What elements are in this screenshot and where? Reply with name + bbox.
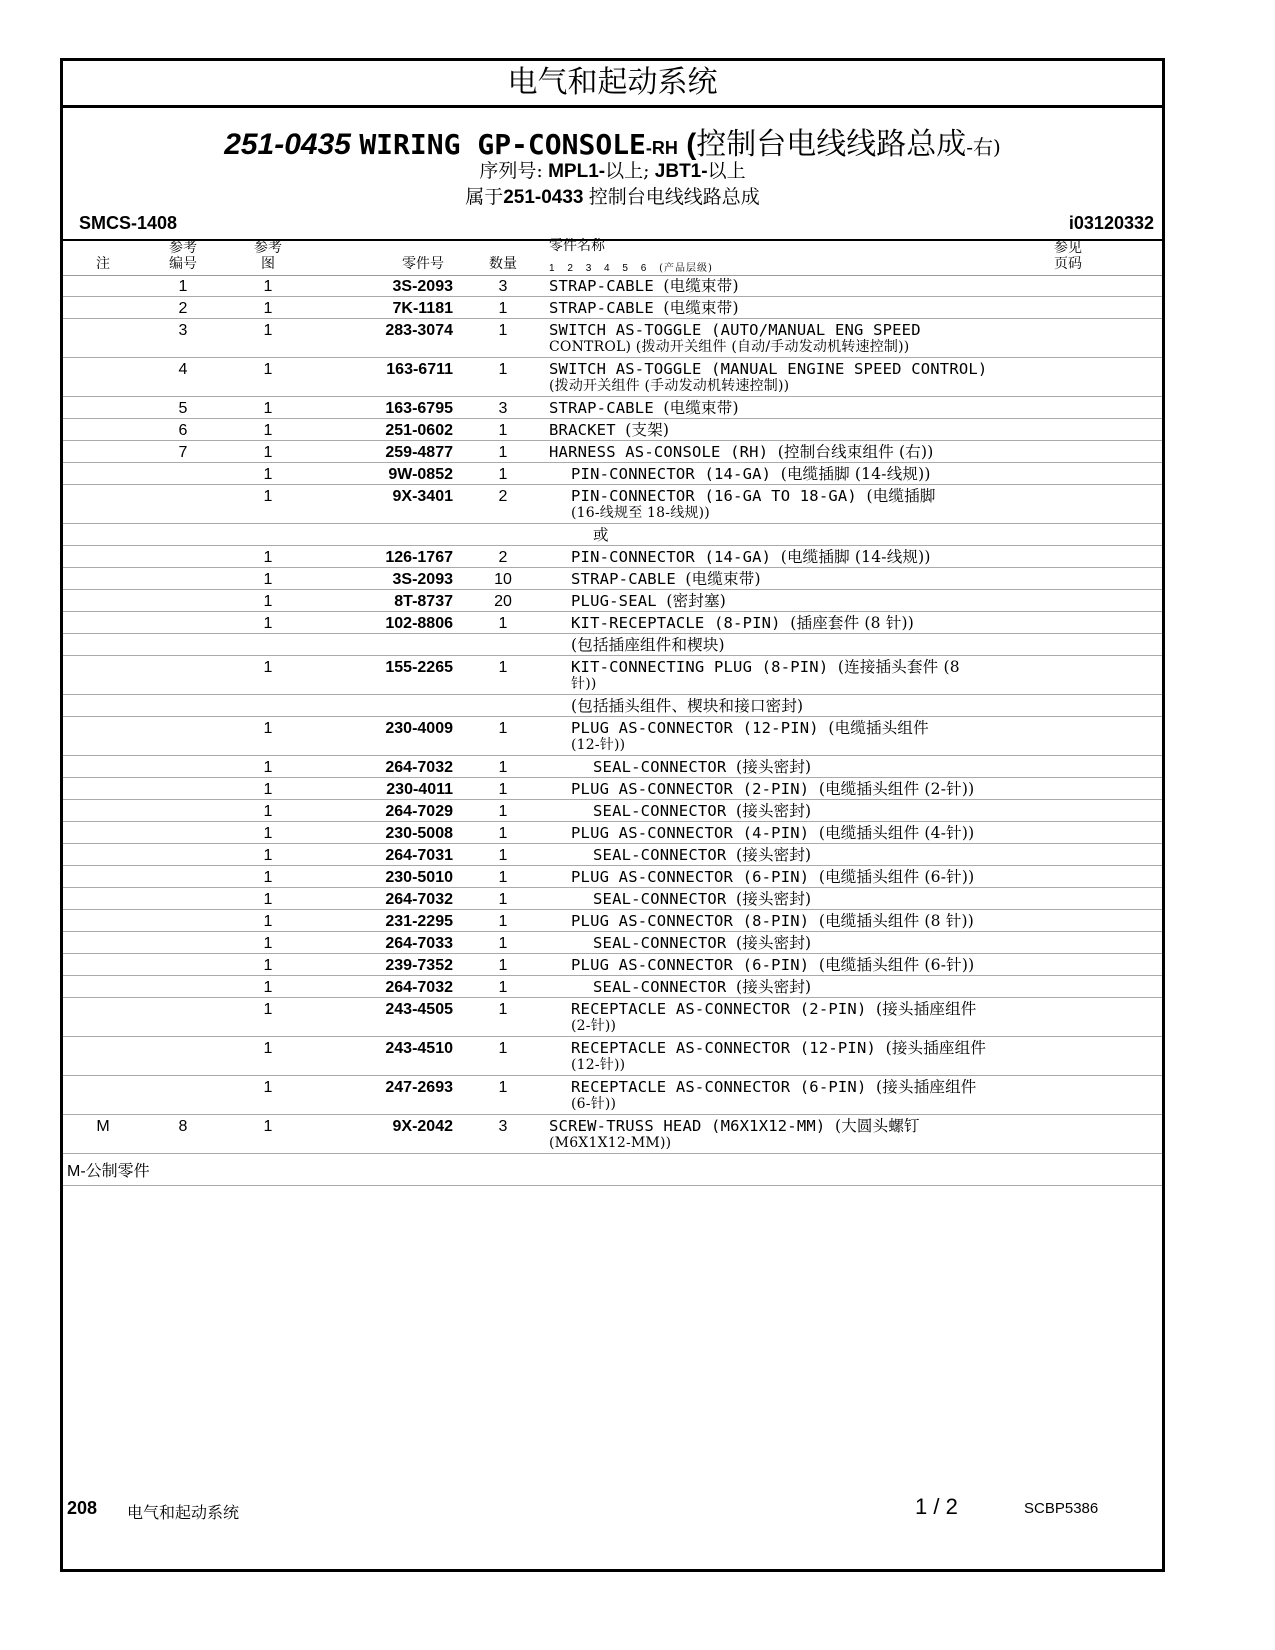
figure-cell: 1 [263,488,273,505]
part-number-cell: 264-7032 [385,891,453,908]
part-name-cell [571,825,974,842]
ref-number-cell: 8 [178,1118,188,1135]
part-name-en: PLUG AS-CONNECTOR (8-PIN) [571,912,810,930]
part-name-continuation: (拨动开关组件 (手动发动机转速控制)) [549,378,790,394]
header-part-name: 零件名称 [549,238,605,254]
header-note: 注 [96,256,110,272]
figure-cell: 1 [263,759,273,776]
part-number-cell: 264-7031 [385,847,453,864]
part-name-cell [549,278,739,295]
table-row [63,546,1162,568]
ref-number-cell: 1 [178,278,188,295]
part-number-cell: 163-6711 [386,361,453,378]
title-part-number: 251-0435 [224,128,351,161]
figure-cell: 1 [263,549,273,566]
quantity-cell: 1 [498,847,508,864]
table-row [63,976,1162,998]
title-open-paren: ( [686,128,697,161]
table-row [63,778,1162,800]
serial-prefix-1: MPL1- [548,161,606,182]
part-name-en: SWITCH AS-TOGGLE (AUTO/MANUAL ENG SPEED [549,321,921,339]
part-number-cell: 9W-0852 [388,466,453,483]
table-row [63,756,1162,778]
level-4: 4 [604,263,611,274]
table-row [63,275,1162,297]
part-number-cell: 231-2295 [385,913,453,930]
part-name-cell [549,400,739,417]
footnote [63,1154,1162,1186]
part-name-cn: (电缆插头组件 (8 针)) [818,912,975,930]
table-row [63,590,1162,612]
quantity-cell: 1 [498,803,508,820]
part-number-cell: 8T-8737 [394,593,453,610]
part-name-cn: (电缆束带) [685,570,761,588]
figure-cell: 1 [263,1001,273,1018]
part-name-cn: (电缆插头组件 (6-针)) [818,956,975,974]
quantity-cell: 1 [498,1040,508,1057]
part-name-cell [593,527,609,544]
part-name-continuation: (12-针)) [571,1057,626,1073]
figure-cell: 1 [263,720,273,737]
quantity-cell: 1 [498,979,508,996]
table-row [63,717,1162,756]
header-fig-bottom: 图 [261,256,275,272]
part-name-cell [571,466,931,483]
part-number-cell: 102-8806 [385,615,453,632]
part-name-en: STRAP-CABLE [549,299,654,317]
part-name-en: SEAL-CONNECTOR [593,802,727,820]
table-row [63,441,1162,463]
part-name-cn: 或 [593,526,609,544]
table-row [63,954,1162,976]
part-number-cell: 264-7032 [385,979,453,996]
quantity-cell: 1 [498,825,508,842]
quantity-cell: 1 [498,759,508,776]
table-row [63,612,1162,634]
header-page-bottom: 页码 [1054,256,1082,272]
table-row [63,358,1162,397]
ref-number-cell: 3 [178,322,188,339]
part-number-cell: 264-7029 [385,803,453,820]
table-row [63,419,1162,441]
part-name-en: PLUG AS-CONNECTOR (4-PIN) [571,824,810,842]
part-name-cell [593,979,811,996]
header-ref-top: 参考 [169,240,197,256]
table-header [63,239,1162,276]
table-row [63,397,1162,419]
part-name-en: STRAP-CABLE [549,277,654,295]
belongs-name: 控制台电线线路总成 [588,186,760,208]
part-number-cell: 251-0602 [385,422,453,439]
part-name-en: PIN-CONNECTOR (14-GA) [571,465,772,483]
part-name-cn: (控制台线束组件 (右)) [777,443,934,461]
page-frame [60,58,1165,1572]
figure-cell: 1 [263,659,273,676]
table-row [63,866,1162,888]
quantity-cell: 1 [498,615,508,632]
part-name-cell [549,361,987,395]
page-fraction: 1 / 2 [915,1494,958,1519]
part-number-cell: 9X-2042 [392,1118,453,1135]
level-5: 5 [622,263,629,274]
part-name-cn: (接头密封) [736,758,812,776]
quantity-cell: 10 [494,571,512,588]
table-row [63,1076,1162,1115]
part-number-cell: 163-6795 [385,400,453,417]
part-number-cell: 243-4510 [385,1040,453,1057]
part-name-cell [593,891,811,908]
title-name: WIRING GP-CONSOLE [359,128,646,161]
belongs-to-line [63,182,1162,209]
part-number-cell: 283-3074 [385,322,453,339]
part-number-cell: 264-7032 [385,759,453,776]
part-name-en: SWITCH AS-TOGGLE (MANUAL ENGINE SPEED CONTROL) [549,360,988,378]
table-row [63,485,1162,524]
part-name-cn: (电缆束带) [663,399,739,417]
illustration-id: i03120332 [1068,213,1154,233]
part-name-en: STRAP-CABLE [549,399,654,417]
figure-cell: 1 [263,322,273,339]
table-row [63,888,1162,910]
part-name-cn: (电缆插脚 [866,487,936,505]
part-name-cell [593,759,811,776]
part-name-continuation: 针)) [571,676,597,692]
figure-cell: 1 [263,278,273,295]
part-name-cell [571,615,914,632]
figure-cell: 1 [263,913,273,930]
quantity-cell: 1 [498,781,508,798]
part-number-cell: 3S-2093 [392,278,453,295]
figure-cell: 1 [263,571,273,588]
part-number-cell: 239-7352 [385,957,453,974]
part-name-en: KIT-CONNECTING PLUG (8-PIN) [571,658,829,676]
part-name-en: PIN-CONNECTOR (16-GA TO 18-GA) [571,487,857,505]
part-name-cn: (包括插头组件、楔块和接口密封) [571,697,804,715]
table-row [63,932,1162,954]
header-page-top: 参见 [1054,240,1082,256]
table-row [63,634,1162,656]
figure-cell: 1 [263,1079,273,1096]
quantity-cell: 2 [498,488,508,505]
quantity-cell: 3 [498,278,508,295]
part-name-cell [593,935,811,952]
part-number-cell: 230-5008 [385,825,453,842]
ref-number-cell: 6 [178,422,188,439]
footer-section: 电气和起动系统 [127,1503,240,1522]
serial-prefix-2: JBT1- [654,161,708,182]
belongs-label: 属于 [465,186,504,208]
part-number-cell: 155-2265 [385,659,453,676]
part-name-cn: (插座套件 (8 针)) [790,614,915,632]
part-name-cn: (支架) [625,421,670,439]
figure-cell: 1 [263,957,273,974]
ref-number-cell: 4 [178,361,188,378]
section-title: 电气和起动系统 [63,61,1162,108]
part-name-cell [571,1040,986,1074]
quantity-cell: 1 [498,322,508,339]
level-1: 1 [549,263,556,274]
quantity-cell: 1 [498,720,508,737]
quantity-cell: 1 [498,361,508,378]
part-number-cell: 264-7033 [385,935,453,952]
part-name-en: PIN-CONNECTOR (14-GA) [571,548,772,566]
part-name-cn: (电缆插头组件 (4-针)) [818,824,975,842]
figure-cell: 1 [263,869,273,886]
figure-cell: 1 [263,979,273,996]
figure-cell: 1 [263,1118,273,1135]
part-name-en: RECEPTACLE AS-CONNECTOR (6-PIN) [571,1078,867,1096]
header-quantity: 数量 [489,256,517,272]
part-name-en: PLUG AS-CONNECTOR (12-PIN) [571,719,819,737]
figure-cell: 1 [263,615,273,632]
header-levels [549,259,721,274]
figure-cell: 1 [263,1040,273,1057]
header-fig-top: 参考 [254,240,282,256]
part-name-en: KIT-RECEPTACLE (8-PIN) [571,614,781,632]
part-number-cell: 259-4877 [385,444,453,461]
part-name-cn: (电缆束带) [663,277,739,295]
part-number-cell: 9X-3401 [392,488,453,505]
quantity-cell: 1 [498,1079,508,1096]
level-6: 6 [640,263,648,274]
part-name-cell [571,720,929,754]
table-row [63,1115,1162,1154]
part-number-cell: 247-2693 [385,1079,453,1096]
quantity-cell: 1 [498,957,508,974]
serial-range-1: 以上; [605,160,650,182]
part-name-cn: (电缆插头组件 (2-针)) [818,780,975,798]
belongs-part-number: 251-0433 [503,187,584,208]
part-name-cn: (电缆插脚 (14-线规)) [780,465,931,483]
table-row [63,998,1162,1037]
part-name-cell [593,847,811,864]
part-name-en: SEAL-CONNECTOR [593,846,727,864]
serial-line [63,156,1162,183]
quantity-cell: 2 [498,549,508,566]
table-row [63,463,1162,485]
part-name-en: PLUG AS-CONNECTOR (6-PIN) [571,868,810,886]
part-name-cell [571,488,936,522]
part-name-en: SEAL-CONNECTOR [593,934,727,952]
part-name-cn: (包括插座组件和楔块) [571,636,725,654]
quantity-cell: 3 [498,1118,508,1135]
part-name-continuation: CONTROL) (拨动开关组件 (自动/手动发动机转速控制)) [549,339,910,355]
figure-cell: 1 [263,781,273,798]
part-name-en: STRAP-CABLE [571,570,676,588]
figure-cell: 1 [263,803,273,820]
part-name-cell [571,781,974,798]
quantity-cell: 1 [498,869,508,886]
table-row [63,844,1162,866]
figure-cell: 1 [263,422,273,439]
part-name-cell [571,1001,977,1035]
part-name-cn: (密封塞) [666,592,726,610]
part-name-en: SCREW-TRUSS HEAD (M6X1X12-MM) [549,1117,826,1135]
figure-cell: 1 [263,300,273,317]
serial-label: 序列号: [479,160,543,182]
part-name-en: RECEPTACLE AS-CONNECTOR (2-PIN) [571,1000,867,1018]
part-name-continuation: (2-针)) [571,1018,617,1034]
parts-table [63,275,1162,1186]
part-name-cn: (接头密封) [736,846,812,864]
table-row [63,568,1162,590]
serial-range-2: 以上 [707,160,746,182]
part-name-cell [571,869,974,886]
figure-cell: 1 [263,466,273,483]
part-number-cell: 3S-2093 [392,571,453,588]
part-name-cn: (接头密封) [736,934,812,952]
part-name-en: BRACKET [549,421,616,439]
level-2: 2 [567,263,574,274]
quantity-cell: 1 [498,891,508,908]
part-name-cn: (电缆束带) [663,299,739,317]
part-name-cell [571,549,931,566]
part-name-en: SEAL-CONNECTOR [593,978,727,996]
ref-number-cell: 2 [178,300,188,317]
ref-number-cell: 7 [178,444,188,461]
part-name-cell [571,571,761,588]
quantity-cell: 1 [498,422,508,439]
part-name-continuation: (12-针)) [571,737,626,753]
table-row [63,800,1162,822]
part-name-cn: (接头密封) [736,978,812,996]
title-chinese-suffix: -右) [966,135,1001,159]
document-code: SCBP5386 [1024,1500,1099,1517]
part-name-cell [549,322,921,356]
part-name-cn: (接头插座组件 [876,1000,977,1018]
quantity-cell: 1 [498,444,508,461]
quantity-cell: 1 [498,466,508,483]
quantity-cell: 1 [498,300,508,317]
title-suffix: -RH [645,138,678,158]
quantity-cell: 20 [494,593,512,610]
header-ref-bottom: 编号 [169,256,197,272]
figure-cell: 1 [263,361,273,378]
part-name-cell [571,957,974,974]
quantity-cell: 3 [498,400,508,417]
part-number-cell: 230-5010 [385,869,453,886]
part-name-cell [549,444,934,461]
note-cell: M [96,1118,110,1135]
part-name-cn: (大圆头螺钉 [834,1117,920,1135]
part-name-cell [571,698,803,715]
figure-cell: 1 [263,847,273,864]
quantity-cell: 1 [498,935,508,952]
part-name-continuation: (16-线规至 18-线规)) [571,505,710,521]
header-part-number: 零件号 [402,256,444,272]
part-name-cell [549,1118,920,1152]
quantity-cell: 1 [498,659,508,676]
part-number-cell: 126-1767 [385,549,453,566]
table-row [63,1037,1162,1076]
quantity-cell: 1 [498,1001,508,1018]
part-name-cn: (电缆插脚 (14-线规)) [780,548,931,566]
part-name-cell [593,803,811,820]
table-row [63,297,1162,319]
smcs-code: SMCS-1408 [79,213,178,233]
part-name-en: PLUG AS-CONNECTOR (2-PIN) [571,780,810,798]
part-name-en: PLUG-SEAL [571,592,657,610]
part-name-en: RECEPTACLE AS-CONNECTOR (12-PIN) [571,1039,877,1057]
part-name-cell [549,300,739,317]
footnote-prefix: M- [67,1163,86,1180]
page-number: 208 [67,1498,98,1518]
part-name-cn: (接头密封) [736,890,812,908]
part-number-cell: 243-4505 [385,1001,453,1018]
figure-cell: 1 [263,891,273,908]
ref-number-cell: 5 [178,400,188,417]
figure-cell: 1 [263,593,273,610]
footnote-text: 公制零件 [85,1161,150,1180]
part-name-cn: (连接插头套件 (8 [837,658,960,676]
table-row [63,695,1162,717]
part-name-en: SEAL-CONNECTOR [593,758,727,776]
part-number-cell: 230-4009 [385,720,453,737]
part-name-cell [571,637,725,654]
part-number-cell: 230-4011 [386,781,453,798]
part-name-cell [549,422,669,439]
part-name-cn: (接头密封) [736,802,812,820]
part-name-cell [571,593,726,610]
part-number-cell: 7K-1181 [392,300,453,317]
figure-cell: 1 [263,825,273,842]
table-row [63,822,1162,844]
part-name-cn: (接头插座组件 [876,1078,977,1096]
part-name-en: PLUG AS-CONNECTOR (6-PIN) [571,956,810,974]
part-name-cell [571,659,960,693]
part-name-cn: (电缆插头组件 [828,719,929,737]
level-label: (产品层级) [659,263,713,274]
figure-cell: 1 [263,444,273,461]
table-row [63,319,1162,358]
part-name-en: HARNESS AS-CONSOLE (RH) [549,443,769,461]
part-name-cell [571,913,974,930]
table-row [63,910,1162,932]
table-row [63,524,1162,546]
part-name-cell [571,1079,977,1113]
part-name-en: SEAL-CONNECTOR [593,890,727,908]
table-row [63,656,1162,695]
quantity-cell: 1 [498,913,508,930]
title-chinese-name: 控制台电线线路总成 [696,127,967,162]
figure-cell: 1 [263,400,273,417]
level-3: 3 [585,263,593,274]
part-name-cn: (接头插座组件 [885,1039,987,1057]
part-name-cn: (电缆插头组件 (6-针)) [818,868,975,886]
part-name-continuation: (6-针)) [571,1096,617,1112]
part-name-continuation: (M6X1X12-MM)) [549,1135,672,1151]
figure-cell: 1 [263,935,273,952]
